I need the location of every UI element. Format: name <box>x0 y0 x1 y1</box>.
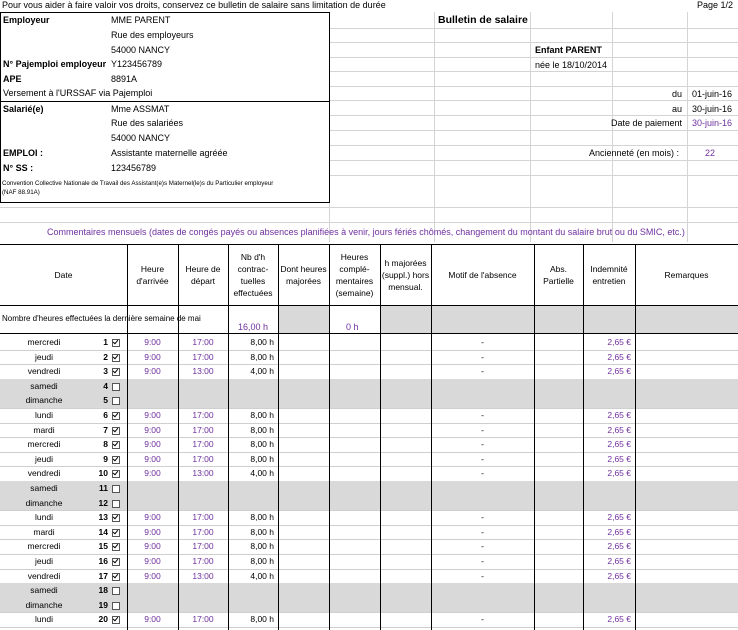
row-depart: 17:00 <box>192 512 214 523</box>
row-motif: - <box>481 614 484 625</box>
row-nbh: 8,00 h <box>250 526 274 537</box>
row-day-number: 8 <box>103 439 108 450</box>
ape-label: APE <box>3 74 22 84</box>
row-depart: 17:00 <box>192 424 214 435</box>
header-indemnite: Indemnité entretien <box>590 264 628 286</box>
row-motif: - <box>481 337 484 347</box>
salarie-street: Rue des salariées <box>111 118 184 128</box>
enfant-name: Enfant PARENT <box>535 45 602 55</box>
day-checkbox[interactable] <box>112 470 120 478</box>
row-arrivee <box>127 583 178 598</box>
row-indemnite: 2,65 € <box>607 512 631 523</box>
row-motif: - <box>481 570 484 581</box>
top-notice: Pour vous aider à faire valoir vos droits, conservez ce bulletin de salaire sans limitation de durée <box>2 0 386 10</box>
row-nbh: 8,00 h <box>250 541 274 552</box>
row-depart: 17:00 <box>192 337 214 347</box>
row-day: lundi <box>35 614 53 625</box>
row-day-number: 1 <box>103 337 108 347</box>
table-row <box>0 393 738 409</box>
table-row <box>0 423 738 439</box>
last-week-row <box>0 306 738 334</box>
row-depart <box>178 393 228 408</box>
row-nbh <box>228 583 274 598</box>
row-arrivee: 9:00 <box>144 541 161 552</box>
table-row <box>0 569 738 585</box>
column-divider <box>329 244 330 630</box>
row-nbh: 4,00 h <box>250 468 274 479</box>
row-indemnite: 2,65 € <box>607 453 631 464</box>
enfant-birth: née le 18/10/2014 <box>535 60 608 70</box>
row-day-number: 3 <box>103 366 108 377</box>
column-divider <box>380 244 381 630</box>
day-checkbox[interactable] <box>112 500 120 508</box>
column-divider <box>635 244 636 630</box>
row-motif: - <box>481 556 484 566</box>
row-motif <box>431 393 534 408</box>
emploi-label: EMPLOI : <box>3 148 43 158</box>
row-depart: 13:00 <box>192 366 214 377</box>
header-abs: Abs. Partielle <box>543 264 574 286</box>
row-depart: 17:00 <box>192 453 214 464</box>
row-motif <box>431 598 534 613</box>
header-arrivee: Heure d'arrivée <box>136 264 169 286</box>
row-day: mercredi <box>27 541 61 552</box>
row-arrivee: 9:00 <box>144 468 161 479</box>
row-indemnite <box>583 393 631 408</box>
day-checkbox[interactable] <box>112 441 120 449</box>
day-checkbox[interactable] <box>112 587 120 595</box>
column-divider <box>278 244 279 630</box>
row-day: mercredi <box>27 337 61 347</box>
table-row <box>0 379 738 395</box>
row-indemnite: 2,65 € <box>607 410 631 420</box>
row-day: dimanche <box>25 395 63 406</box>
row-day: jeudi <box>35 556 53 566</box>
row-depart <box>178 496 228 511</box>
row-nbh: 8,00 h <box>250 439 274 450</box>
row-motif: - <box>481 468 484 479</box>
row-nbh: 8,00 h <box>250 424 274 435</box>
column-divider <box>228 244 229 630</box>
row-nbh: 4,00 h <box>250 366 274 377</box>
day-checkbox[interactable] <box>112 368 120 376</box>
row-day: mardi <box>33 526 55 537</box>
emploi-value: Assistante maternelle agréée <box>111 148 228 158</box>
pajemploi-label: N° Pajemploi employeur <box>3 59 107 69</box>
row-indemnite: 2,65 € <box>607 556 631 566</box>
column-divider <box>178 244 179 630</box>
salarie-label: Salarié(e) <box>3 104 44 114</box>
anciennete-label: Ancienneté (en mois) : <box>589 148 680 158</box>
doc-title: Bulletin de salaire <box>438 14 528 26</box>
paiement-value: 30-juin-16 <box>692 118 733 128</box>
row-motif <box>431 481 534 496</box>
row-day-number: 13 <box>98 512 108 523</box>
day-checkbox[interactable] <box>112 573 120 581</box>
row-day: samedi <box>30 483 58 493</box>
row-day: dimanche <box>25 599 63 610</box>
row-motif: - <box>481 453 484 464</box>
row-motif: - <box>481 424 484 435</box>
row-indemnite: 2,65 € <box>607 468 631 479</box>
day-checkbox[interactable] <box>112 412 120 420</box>
anciennete-value: 22 <box>705 148 716 158</box>
table-row <box>0 481 738 497</box>
table-row <box>0 496 738 512</box>
column-divider <box>583 244 584 630</box>
header-suppl: h majorées (suppl.) hors mensual. <box>381 258 430 292</box>
row-nbh <box>228 598 274 613</box>
row-arrivee <box>127 496 178 511</box>
table-row <box>0 539 738 555</box>
du-label: du <box>672 89 683 99</box>
column-divider <box>431 244 432 630</box>
day-checkbox[interactable] <box>112 485 120 493</box>
row-day-number: 2 <box>103 351 108 362</box>
row-nbh <box>228 379 274 394</box>
row-day-number: 18 <box>98 585 108 596</box>
row-day-number: 17 <box>98 570 108 581</box>
row-depart <box>178 379 228 394</box>
row-depart: 13:00 <box>192 468 214 479</box>
row-depart: 17:00 <box>192 439 214 450</box>
row-indemnite: 2,65 € <box>607 366 631 377</box>
row-day-number: 4 <box>103 380 108 391</box>
day-checkbox[interactable] <box>112 543 120 551</box>
last-week-hours: 16,00 h <box>238 322 269 332</box>
row-nbh: 8,00 h <box>250 512 274 523</box>
row-motif: - <box>481 512 484 523</box>
row-day: samedi <box>30 585 58 596</box>
row-indemnite: 2,65 € <box>607 526 631 537</box>
row-depart: 17:00 <box>192 614 214 625</box>
row-nbh <box>228 481 274 496</box>
row-day-number: 15 <box>98 541 108 552</box>
row-indemnite: 2,65 € <box>607 439 631 450</box>
table-row <box>0 364 738 380</box>
row-indemnite: 2,65 € <box>607 570 631 581</box>
row-indemnite <box>583 496 631 511</box>
row-day: lundi <box>35 410 53 420</box>
row-arrivee: 9:00 <box>144 351 161 362</box>
row-arrivee: 9:00 <box>144 410 161 420</box>
au-value: 30-juin-16 <box>692 104 733 114</box>
header-remarques: Remarques <box>664 270 709 280</box>
header-depart: Heure de départ <box>185 264 221 286</box>
row-depart: 17:00 <box>192 410 214 420</box>
row-day: jeudi <box>35 453 53 464</box>
row-day-number: 9 <box>103 453 108 464</box>
employeur-name: MME PARENT <box>111 15 171 25</box>
table-row <box>0 583 738 599</box>
row-nbh <box>228 393 274 408</box>
header-motif: Motif de l'absence <box>448 270 517 280</box>
row-day-number: 12 <box>98 497 108 508</box>
table-row <box>0 554 738 570</box>
row-day-number: 14 <box>98 526 108 537</box>
convention-naf: (NAF 88.91A) <box>2 189 40 196</box>
pajemploi-value: Y123456789 <box>111 59 163 69</box>
convention-text: Convention Collective Nationale de Travail des Assistant(e)s Maternel(le)s du Particulier employeur <box>2 180 274 187</box>
table-row <box>0 437 738 453</box>
row-motif: - <box>481 366 484 377</box>
header-date: Date <box>54 270 73 280</box>
row-nbh: 8,00 h <box>250 614 274 625</box>
day-checkbox[interactable] <box>112 397 120 405</box>
row-depart: 13:00 <box>192 570 214 581</box>
row-nbh <box>228 496 274 511</box>
table-row <box>0 408 738 424</box>
day-checkbox[interactable] <box>112 383 120 391</box>
table-row <box>0 612 738 628</box>
row-arrivee: 9:00 <box>144 512 161 523</box>
table-row <box>0 598 738 614</box>
row-nbh: 8,00 h <box>250 410 274 420</box>
row-arrivee <box>127 393 178 408</box>
row-nbh: 8,00 h <box>250 556 274 566</box>
table-row <box>0 525 738 541</box>
last-week-compl: 0 h <box>346 322 359 332</box>
row-arrivee: 9:00 <box>144 424 161 435</box>
row-arrivee: 9:00 <box>144 366 161 377</box>
row-depart: 17:00 <box>192 541 214 552</box>
column-divider <box>534 244 535 630</box>
row-arrivee: 9:00 <box>144 556 161 566</box>
row-arrivee: 9:00 <box>144 526 161 537</box>
day-checkbox[interactable] <box>112 529 120 537</box>
row-day: lundi <box>35 512 53 523</box>
day-checkbox[interactable] <box>112 339 120 347</box>
row-day: jeudi <box>35 351 53 362</box>
row-arrivee: 9:00 <box>144 453 161 464</box>
day-checkbox[interactable] <box>112 456 120 464</box>
row-arrivee <box>127 379 178 394</box>
row-day-number: 6 <box>103 410 108 420</box>
table-row <box>0 452 738 468</box>
header-nbh: Nb d'h contrac-tuelles effectuées <box>233 252 273 298</box>
row-indemnite <box>583 379 631 394</box>
header-complementaires: Heures complé-mentaires (semaine) <box>335 252 374 298</box>
page-label: Page 1/2 <box>697 0 734 10</box>
row-day: dimanche <box>25 497 63 508</box>
row-arrivee <box>127 481 178 496</box>
last-week-grey-1 <box>278 306 329 333</box>
day-checkbox[interactable] <box>112 616 120 624</box>
row-motif <box>431 496 534 511</box>
row-nbh: 8,00 h <box>250 453 274 464</box>
row-indemnite <box>583 481 631 496</box>
row-depart <box>178 481 228 496</box>
salarie-city: 54000 NANCY <box>111 133 171 143</box>
row-day: samedi <box>30 380 58 391</box>
employeur-city: 54000 NANCY <box>111 45 171 55</box>
row-day: mardi <box>33 424 55 435</box>
comment-line: Commentaires mensuels (dates de congés payés ou absences planifiées à venir, jours fériés chômés, changement du montant du salaire brut ou du SMIC, etc.) <box>47 227 685 237</box>
column-divider <box>127 244 128 630</box>
versement-text: Versement à l'URSSAF via Pajemploi <box>3 88 153 98</box>
row-arrivee: 9:00 <box>144 570 161 581</box>
row-arrivee: 9:00 <box>144 614 161 625</box>
day-checkbox[interactable] <box>112 514 120 522</box>
row-day-number: 10 <box>98 468 108 479</box>
day-checkbox[interactable] <box>112 602 120 610</box>
row-motif <box>431 379 534 394</box>
row-day: vendredi <box>27 366 61 377</box>
row-day: vendredi <box>27 468 61 479</box>
row-day-number: 16 <box>98 556 108 566</box>
row-arrivee: 9:00 <box>144 337 161 347</box>
row-motif: - <box>481 351 484 362</box>
row-day: vendredi <box>27 570 61 581</box>
day-checkbox[interactable] <box>112 427 120 435</box>
employeur-street: Rue des employeurs <box>111 30 194 40</box>
employeur-label: Employeur <box>3 15 50 25</box>
table-row <box>0 335 738 351</box>
row-depart: 17:00 <box>192 556 214 566</box>
table-row <box>0 510 738 526</box>
ss-label: N° SS : <box>3 163 34 173</box>
row-indemnite: 2,65 € <box>607 541 631 552</box>
salarie-name: Mme ASSMAT <box>111 104 170 114</box>
row-depart: 17:00 <box>192 351 214 362</box>
row-depart <box>178 583 228 598</box>
row-indemnite <box>583 583 631 598</box>
row-arrivee <box>127 598 178 613</box>
row-indemnite: 2,65 € <box>607 614 631 625</box>
row-day: mercredi <box>27 439 61 450</box>
du-value: 01-juin-16 <box>692 89 733 99</box>
row-indemnite: 2,65 € <box>607 337 631 347</box>
row-nbh: 8,00 h <box>250 351 274 362</box>
last-week-grey-2 <box>380 306 738 333</box>
row-arrivee: 9:00 <box>144 439 161 450</box>
row-indemnite: 2,65 € <box>607 351 631 362</box>
row-indemnite: 2,65 € <box>607 424 631 435</box>
ape-value: 8891A <box>111 74 138 84</box>
ss-value: 123456789 <box>111 163 157 173</box>
row-nbh: 4,00 h <box>250 570 274 581</box>
row-depart <box>178 598 228 613</box>
au-label: au <box>672 104 683 114</box>
table-row <box>0 350 738 366</box>
row-day-number: 20 <box>98 614 108 625</box>
header-majorees: Dont heures majorées <box>280 264 327 286</box>
row-day-number: 5 <box>103 395 108 406</box>
row-day-number: 19 <box>98 599 108 610</box>
row-day-number: 7 <box>103 424 108 435</box>
row-motif: - <box>481 526 484 537</box>
paiement-label: Date de paiement <box>611 118 683 128</box>
table-row <box>0 466 738 482</box>
row-motif: - <box>481 541 484 552</box>
row-motif: - <box>481 410 484 420</box>
row-depart: 17:00 <box>192 526 214 537</box>
row-motif: - <box>481 439 484 450</box>
day-checkbox[interactable] <box>112 354 120 362</box>
row-day-number: 11 <box>99 483 108 493</box>
row-nbh: 8,00 h <box>250 337 274 347</box>
last-week-label: Nombre d'heures effectuées la dernière semaine de mai <box>2 314 201 323</box>
day-checkbox[interactable] <box>112 558 120 566</box>
row-indemnite <box>583 598 631 613</box>
row-motif <box>431 583 534 598</box>
